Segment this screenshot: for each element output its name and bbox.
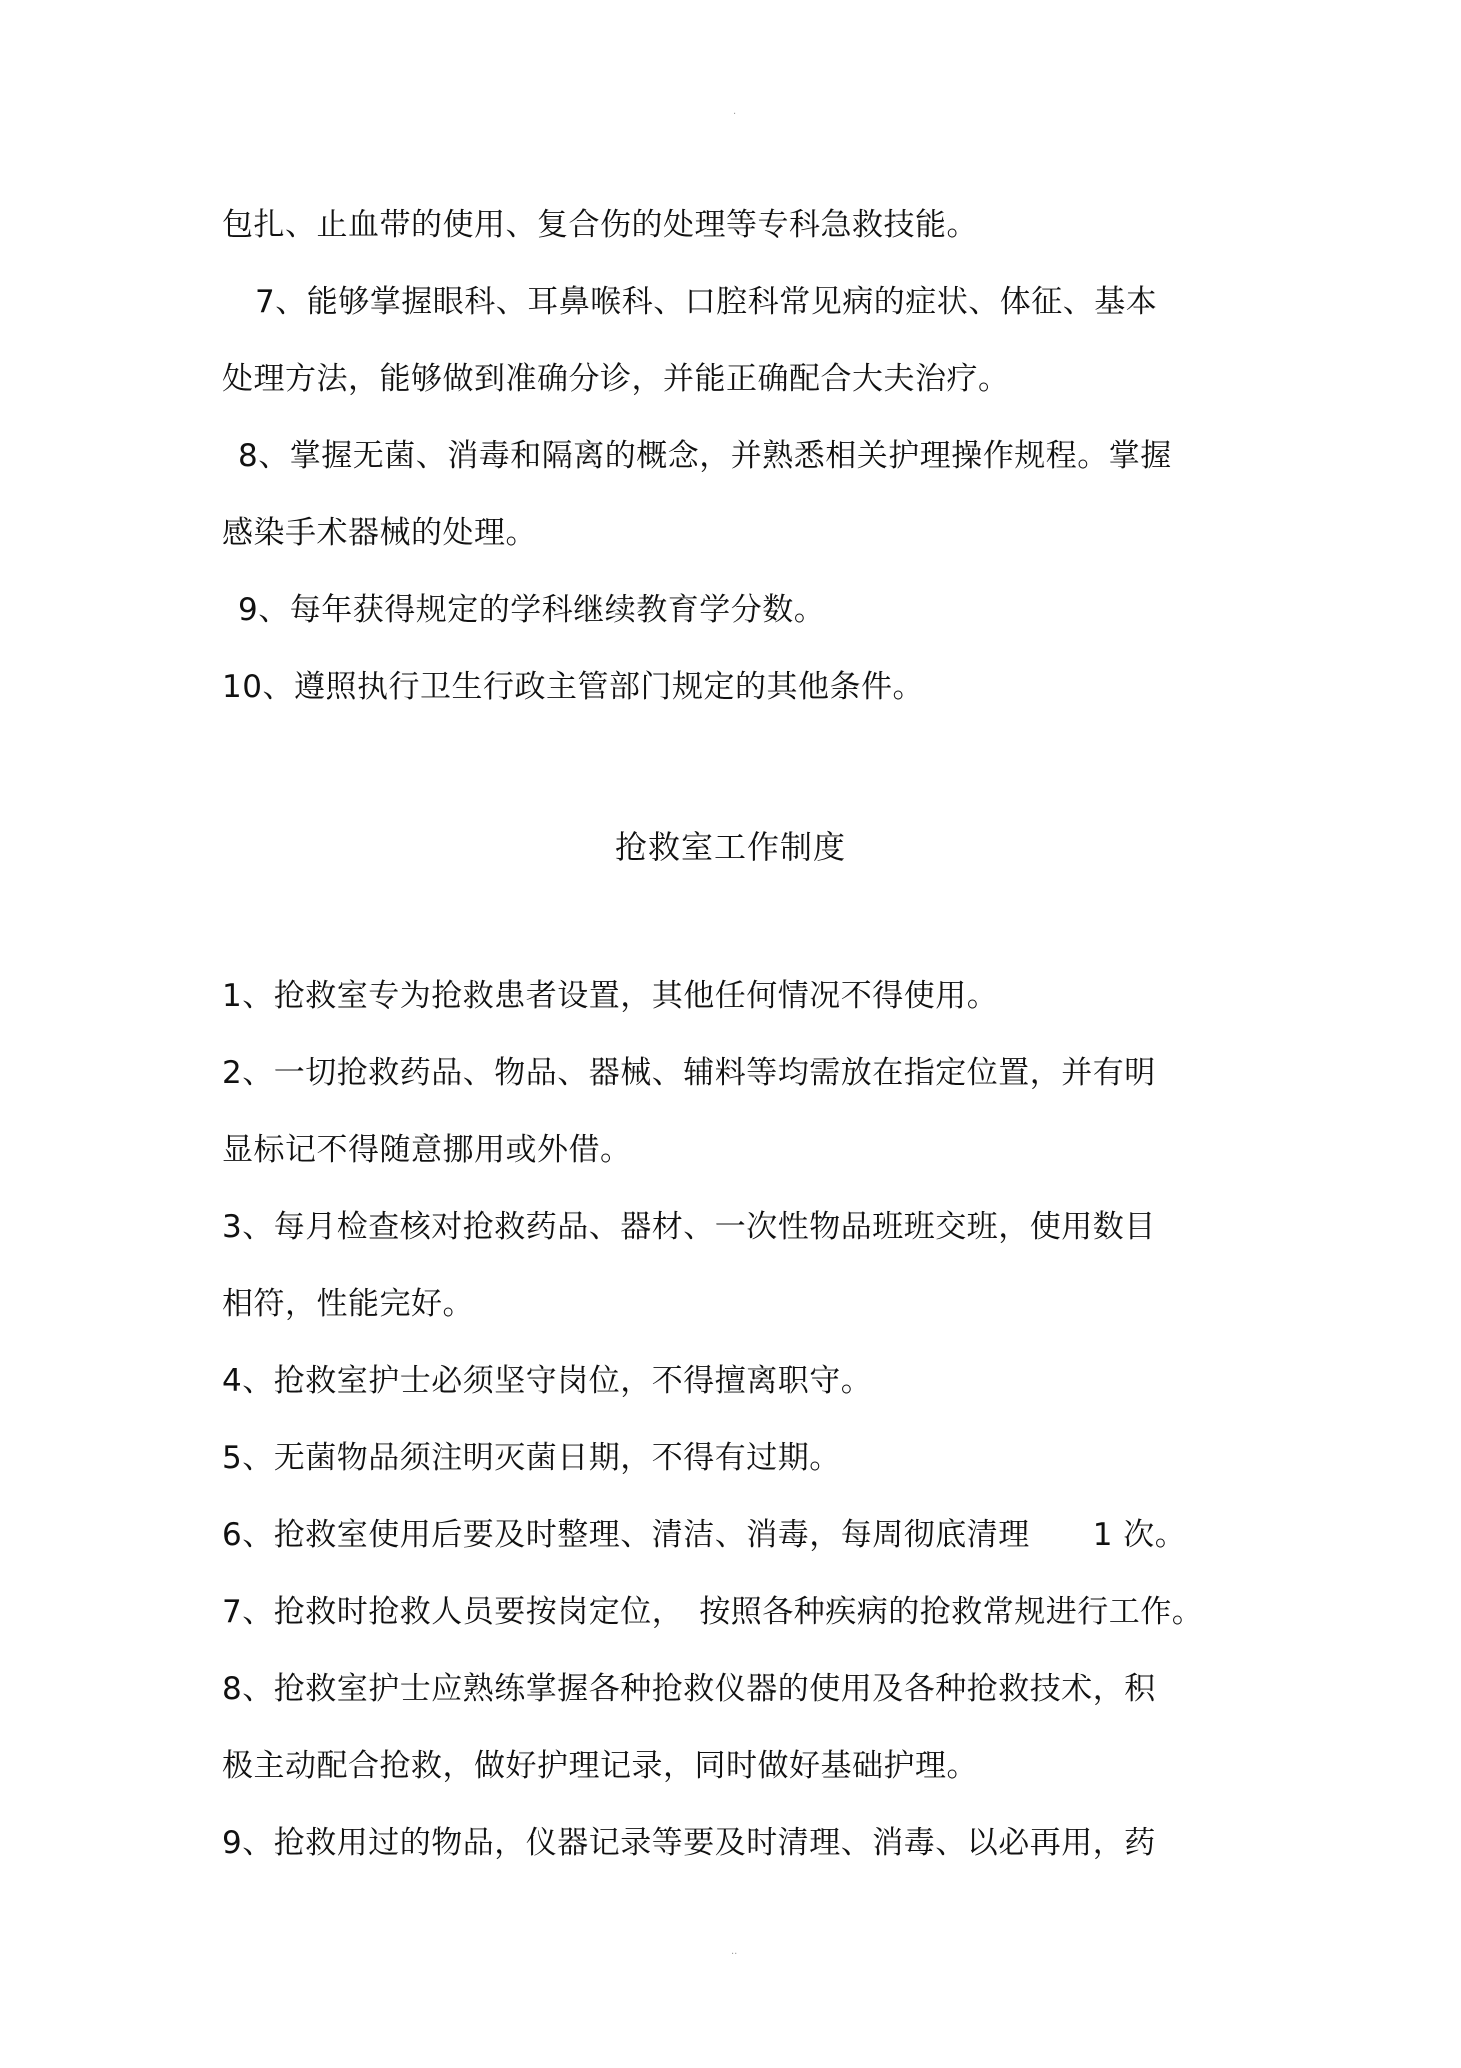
- text-line: 7、能够掌握眼科、耳鼻喉科、口腔科常见病的症状、体征、基本: [255, 284, 1158, 320]
- text-line: 10、遵照执行卫生行政主管部门规定的其他条件。: [222, 669, 924, 705]
- text-line: 8、掌握无菌、消毒和隔离的概念，并熟悉相关护理操作规程。掌握: [238, 438, 1172, 474]
- text-line: 9、抢救用过的物品，仪器记录等要及时清理、消毒、以必再用，药: [222, 1825, 1156, 1861]
- text-line: 2、一切抢救药品、物品、器械、辅料等均需放在指定位置，并有明: [222, 1055, 1156, 1091]
- text-line: 6、抢救室使用后要及时整理、清洁、消毒，每周彻底清理 1 次。: [222, 1517, 1187, 1553]
- text-line: 5、无菌物品须注明灭菌日期，不得有过期。: [222, 1440, 841, 1476]
- text-line: 包扎、止血带的使用、复合伤的处理等专科急救技能。: [222, 207, 978, 243]
- bottom-page-mark: ··: [731, 1949, 738, 1960]
- text-line: 1、抢救室专为抢救患者设置，其他任何情况不得使用。: [222, 978, 999, 1014]
- text-line: 处理方法，能够做到准确分诊，并能正确配合大夫治疗。: [222, 361, 1010, 397]
- text-line: 4、抢救室护士必须坚守岗位，不得擅离职守。: [222, 1363, 873, 1399]
- section-title: 抢救室工作制度: [614, 828, 846, 866]
- text-line: 7、抢救时抢救人员要按岗定位， 按照各种疾病的抢救常规进行工作。: [222, 1594, 1204, 1630]
- text-line: 极主动配合抢救，做好护理记录，同时做好基础护理。: [222, 1748, 978, 1784]
- top-page-mark: ·: [733, 109, 737, 120]
- text-line: 相符，性能完好。: [222, 1286, 474, 1322]
- text-line: 显标记不得随意挪用或外借。: [222, 1132, 632, 1168]
- text-line: 感染手术器械的处理。: [222, 515, 537, 551]
- text-line: 8、抢救室护士应熟练掌握各种抢救仪器的使用及各种抢救技术，积: [222, 1671, 1156, 1707]
- text-line: 3、每月检查核对抢救药品、器材、一次性物品班班交班，使用数目: [222, 1209, 1156, 1245]
- text-line: 9、每年获得规定的学科继续教育学分数。: [238, 592, 826, 628]
